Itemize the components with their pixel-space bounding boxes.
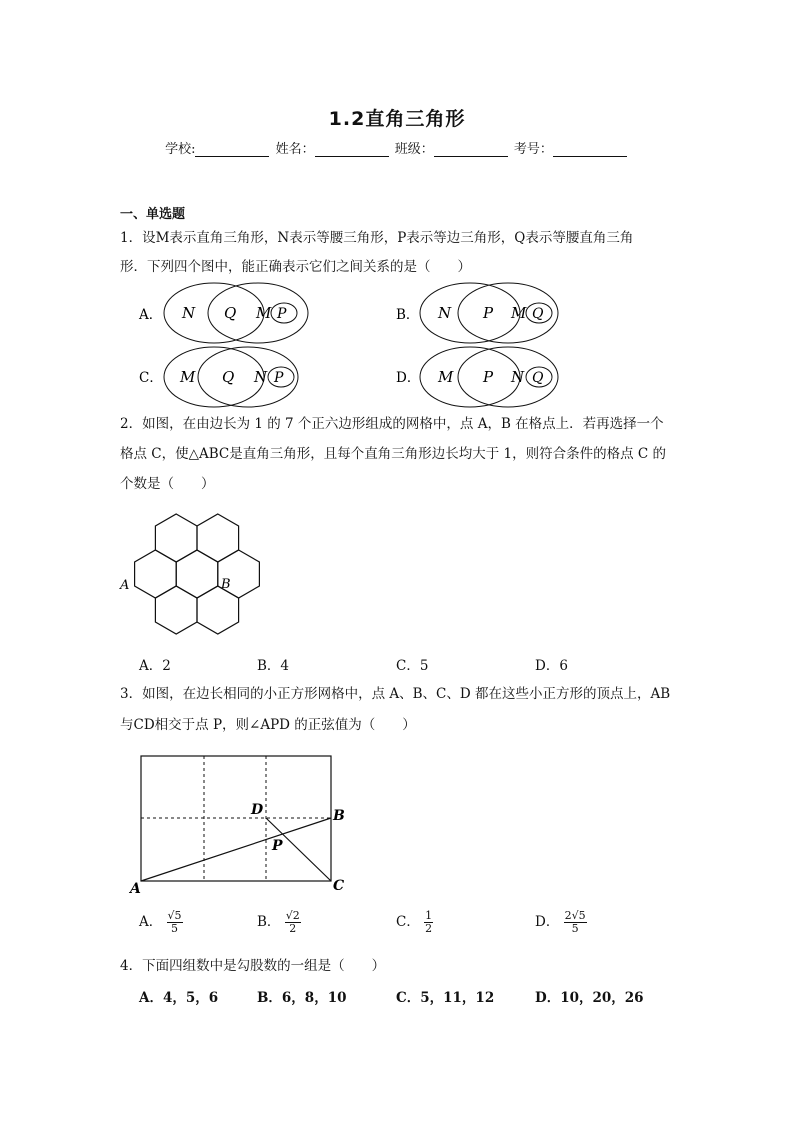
- number-label: 考号：: [513, 142, 553, 157]
- hexagon-cell: [155, 514, 197, 562]
- section-heading: 一、单选题: [120, 207, 186, 222]
- venn-option-c: [139, 347, 298, 407]
- name-label: 姓名：: [275, 142, 315, 157]
- venn-option-d: [396, 347, 558, 407]
- point-b-label: B: [221, 577, 231, 592]
- numerator: 2√5: [564, 909, 586, 922]
- denominator: 2: [425, 922, 433, 935]
- venn-label-mid: P: [483, 368, 494, 386]
- venn-label-right: M: [256, 304, 272, 322]
- venn-label-inner: P: [277, 306, 287, 322]
- hexagon-cell: [176, 550, 218, 598]
- ellipse-left: [420, 283, 520, 343]
- q2-option-d[interactable]: D．6: [535, 658, 568, 674]
- option-label: C．: [396, 914, 420, 930]
- option-c-label: C．: [139, 370, 163, 386]
- q4-option-b[interactable]: B．6，8，10: [257, 990, 347, 1006]
- q3-option-a[interactable]: [139, 910, 183, 935]
- page-title: 1.2直角三角形: [328, 108, 466, 130]
- numerator: √5: [167, 909, 182, 922]
- square-grid-figure: [128, 756, 345, 897]
- q4-option-a[interactable]: A．4，5，6: [139, 990, 219, 1006]
- grid-border: [141, 756, 331, 881]
- numerator: 1: [425, 909, 433, 922]
- venn-label-right: N: [511, 368, 525, 386]
- q4-option-c[interactable]: C．5，11，12: [396, 990, 495, 1006]
- venn-label-left: M: [180, 368, 196, 386]
- venn-option-a: [138, 283, 308, 343]
- option-d-label: D．: [396, 370, 421, 386]
- question-4-line-1: 4．下面四组数中是勾股数的一组是（ ）: [120, 958, 386, 974]
- numerator: √2: [285, 909, 300, 922]
- school-label: 学校:: [165, 142, 196, 157]
- venn-label-inner: P: [274, 370, 284, 386]
- q3-option-b[interactable]: [257, 910, 301, 935]
- venn-label-mid: Q: [222, 368, 235, 386]
- fraction: [424, 910, 433, 935]
- option-label: A．: [139, 914, 163, 930]
- ellipse-left: [164, 347, 264, 407]
- hexagon-grid-figure: [135, 514, 260, 634]
- venn-label-left: N: [438, 304, 452, 322]
- ellipse-left: [420, 347, 520, 407]
- hexagon-cell: [197, 514, 239, 562]
- venn-label-mid: Q: [224, 304, 237, 322]
- question-1-line-2: 形．下列四个图中，能正确表示它们之间关系的是（ ）: [120, 259, 471, 275]
- q2-option-c[interactable]: C．5: [396, 658, 429, 674]
- question-3-line-2: 与CD相交于点 P，则∠APD 的正弦值为（ ）: [120, 717, 416, 733]
- question-1-line-1: 1．设M表示直角三角形，N表示等腰三角形，P表示等边三角形，Q表示等腰直角三角: [120, 230, 634, 246]
- point-c-label: C: [333, 878, 345, 894]
- venn-label-inner: Q: [532, 370, 544, 386]
- denominator: 5: [571, 922, 579, 935]
- ellipse-left: [164, 283, 264, 343]
- question-3-line-1: 3．如图，在边长相同的小正方形网格中，点 A、B、C、D 都在这些小正方形的顶点上，AB: [120, 686, 671, 702]
- venn-label-right: M: [511, 304, 527, 322]
- question-2-line-1: 2．如图，在由边长为 1 的 7 个正六边形组成的网格中，点 A，B 在格点上．若再选择一个: [120, 416, 664, 432]
- venn-option-b: [396, 283, 558, 343]
- venn-label-inner: Q: [532, 306, 544, 322]
- question-2-line-3: 个数是（ ）: [120, 476, 215, 492]
- fraction: [564, 910, 587, 935]
- fraction: [167, 910, 183, 935]
- venn-label-mid: P: [483, 304, 494, 322]
- option-label: D．: [535, 914, 560, 930]
- segment-ab: [141, 818, 331, 881]
- point-d-label: D: [251, 802, 264, 818]
- option-label: B．: [257, 914, 281, 930]
- q2-option-b[interactable]: B．4: [257, 658, 290, 674]
- venn-label-left: N: [182, 304, 196, 322]
- venn-label-left: M: [438, 368, 454, 386]
- option-a-label: A．: [139, 307, 163, 323]
- class-label: 班级：: [394, 142, 434, 157]
- hexagon-cell: [155, 586, 197, 634]
- fraction: [285, 910, 301, 935]
- q3-option-d[interactable]: [535, 910, 587, 935]
- hexagon-cell: [197, 586, 239, 634]
- q3-option-c[interactable]: [396, 910, 433, 935]
- q2-option-a[interactable]: A．2: [139, 658, 171, 674]
- question-2-line-2: 格点 C，使△ABC是直角三角形，且每个直角三角形边长均大于 1，则符合条件的格点 C 的: [120, 446, 667, 462]
- point-b-label: B: [333, 808, 345, 824]
- q4-option-d[interactable]: D．10，20，26: [535, 990, 644, 1006]
- point-a-label: A: [130, 881, 141, 897]
- point-a-label: A: [120, 578, 130, 593]
- hexagon-cell: [135, 550, 177, 598]
- point-p-label: P: [272, 838, 283, 854]
- denominator: 2: [289, 922, 297, 935]
- denominator: 5: [171, 922, 179, 935]
- venn-label-right: N: [254, 368, 268, 386]
- option-b-label: B．: [396, 307, 420, 323]
